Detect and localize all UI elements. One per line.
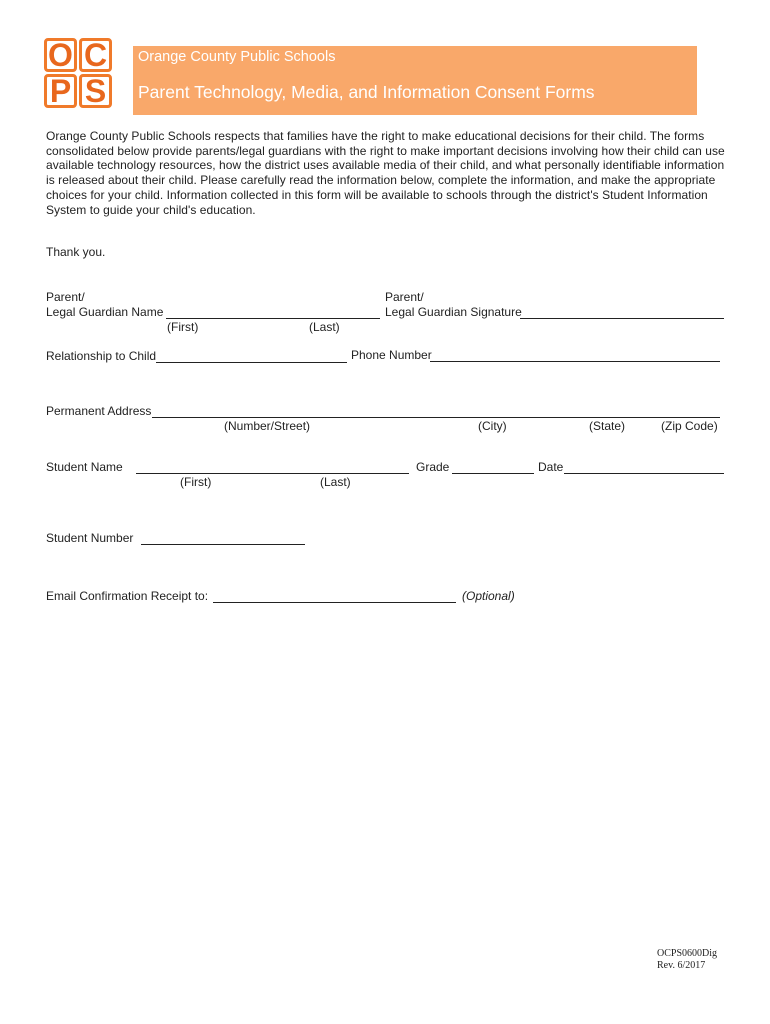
address-label: Permanent Address xyxy=(46,404,152,418)
logo-letter-p: P xyxy=(44,74,77,108)
guardian-name-label-line1: Parent/ xyxy=(46,290,85,304)
guardian-signature-label-line1: Parent/ xyxy=(385,290,424,304)
guardian-name-label: Legal Guardian Name xyxy=(46,305,164,319)
guardian-signature-label: Legal Guardian Signature xyxy=(385,305,522,319)
grade-field[interactable] xyxy=(452,473,534,474)
form-revision: Rev. 6/2017 xyxy=(657,960,706,971)
email-label: Email Confirmation Receipt to: xyxy=(46,589,209,603)
address-number-street-hint: (Number/Street) xyxy=(224,419,311,433)
email-optional-note: (Optional) xyxy=(462,589,515,603)
form-footer xyxy=(657,948,717,972)
address-field[interactable] xyxy=(152,417,720,418)
relationship-field[interactable] xyxy=(156,362,347,363)
address-city-hint: (City) xyxy=(478,419,507,433)
form-code: OCPS0600Dig xyxy=(657,948,718,959)
student-name-last-hint: (Last) xyxy=(320,475,351,489)
address-state-hint: (State) xyxy=(589,419,626,433)
logo-letter-o: O xyxy=(44,38,77,72)
thank-you-text: Thank you. xyxy=(46,245,106,259)
guardian-name-field[interactable] xyxy=(166,318,380,319)
email-field[interactable] xyxy=(213,602,456,603)
page-title: Parent Technology, Media, and Information Consent Forms xyxy=(138,82,595,102)
intro-paragraph: Orange County Public Schools respects that families have the right to make educational decisions for their child. The forms consolidated below provide parents/legal guardians with the right to make important decisions involving how their child can use available technology resources, how the district uses available media of their child, and what personally identifiable information is released about their child. Please carefully read the information below, complete the information, and make the appropriate choices for your child. Information collected in this form will be available to schools through the district's Student Information System to guide your child's education. xyxy=(46,129,725,217)
student-number-label: Student Number xyxy=(46,531,134,545)
student-name-label: Student Name xyxy=(46,460,123,474)
date-label: Date xyxy=(538,460,564,474)
logo-letter-c: C xyxy=(79,38,112,72)
grade-label: Grade xyxy=(416,460,450,474)
guardian-name-last-hint: (Last) xyxy=(309,320,340,334)
address-zip-hint: (Zip Code) xyxy=(661,419,718,433)
guardian-signature-field[interactable] xyxy=(520,318,724,319)
relationship-label: Relationship to Child xyxy=(46,349,157,363)
student-name-field[interactable] xyxy=(136,473,409,474)
phone-label: Phone Number xyxy=(351,348,432,362)
logo-letter-s: S xyxy=(79,74,112,108)
date-field[interactable] xyxy=(564,473,724,474)
header-banner xyxy=(133,46,697,115)
student-number-field[interactable] xyxy=(141,544,305,545)
organization-name: Orange County Public Schools xyxy=(138,49,336,65)
student-name-first-hint: (First) xyxy=(180,475,212,489)
guardian-name-first-hint: (First) xyxy=(167,320,199,334)
ocps-logo xyxy=(44,38,113,109)
phone-field[interactable] xyxy=(430,361,720,362)
